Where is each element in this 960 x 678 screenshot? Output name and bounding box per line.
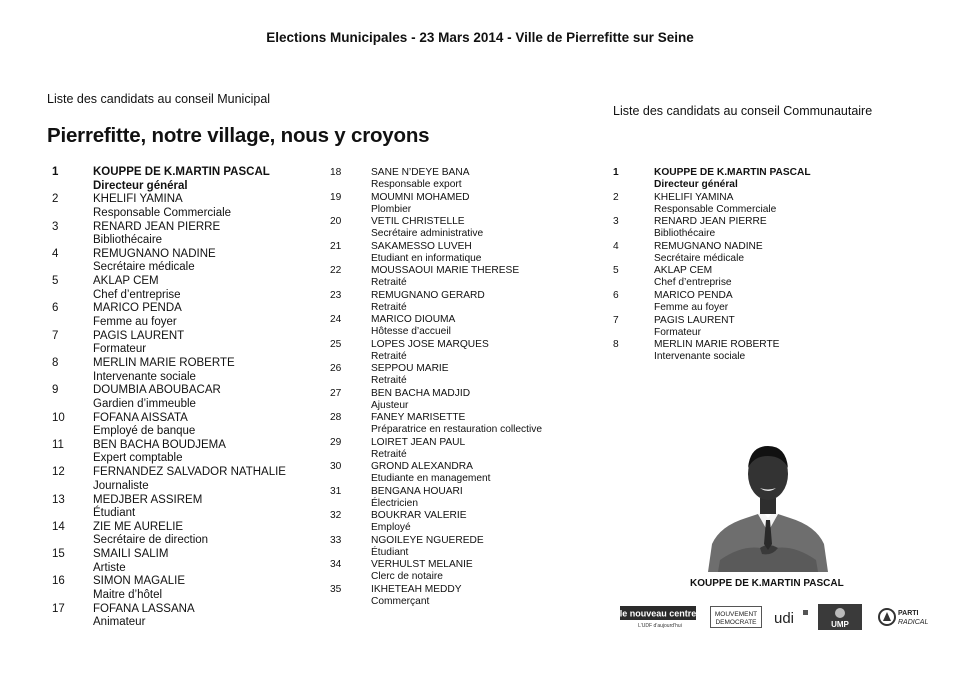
candidate-entry [330,584,590,609]
candidate-number: 6 [52,302,59,315]
candidate-name: REMUGNANO NADINE [93,247,216,260]
candidate-number: 7 [52,329,59,342]
candidate-number: 5 [52,275,59,288]
candidate-profession: Hôtesse d’accueil [371,326,451,337]
candidate-name: MERLIN MARIE ROBERTE [654,339,780,351]
candidate-profession: Chef d’entreprise [93,288,181,301]
candidate-entry [330,167,590,192]
candidate-entry [330,486,590,511]
candidate-number: 3 [613,216,619,228]
candidate-name: REMUGNANO GERARD [371,289,485,301]
candidate-entry [330,388,590,413]
candidate-name: KHELIFI YAMINA [93,193,183,206]
candidate-entry [52,548,322,575]
candidate-entry [330,216,590,241]
candidate-name: KOUPPE DE K.MARTIN PASCAL [93,166,270,178]
candidate-entry [613,290,893,315]
candidate-name: SIMON MAGALIE [93,575,186,588]
candidate-name: GROND ALEXANDRA [371,461,473,472]
udi-text: udi [774,610,795,627]
candidate-entry [613,241,893,266]
candidate-profession: Journaliste [93,479,149,492]
mouvement-democrate-logo [710,604,762,630]
nouveau-centre-subtext: L’UDF d’aujourd’hui [638,623,682,629]
candidate-photo [706,432,830,572]
candidate-entry [52,166,322,193]
candidate-number: 1 [52,166,59,178]
ump-logo [818,604,862,630]
candidate-number: 17 [52,602,65,615]
modem-text-2: DEMOCRATE [715,619,757,626]
candidate-number: 20 [330,216,342,227]
nouveau-centre-logo [620,604,696,630]
parti-radical-logo [878,604,928,630]
candidate-profession: Plombier [371,203,412,215]
candidate-number: 27 [330,387,342,399]
candidate-name: BENGANA HOUARI [371,485,463,497]
candidate-entry [52,330,322,357]
candidate-name: KHELIFI YAMINA [654,191,734,203]
candidate-profession: Responsable export [371,179,462,190]
candidate-profession: Retraité [371,375,407,386]
candidate-number: 8 [613,339,619,351]
candidate-name: BEN BACHA MADJID [371,387,471,399]
candidate-entry [613,315,893,340]
candidate-profession: Commerçant [371,595,430,607]
candidate-entry [52,275,322,302]
candidate-profession: Retraité [371,301,407,313]
candidate-profession: Animateur [93,616,146,629]
candidate-name: SANE N’DEYE BANA [371,167,470,178]
candidate-entry [330,339,590,364]
candidate-entry [330,412,590,437]
candidate-name: RENARD JEAN PIERRE [654,216,767,228]
municipal-column-1 [52,166,322,630]
candidate-entry [613,216,893,241]
candidate-number: 5 [613,265,619,277]
candidate-profession: Gardien d’immeuble [93,397,196,410]
candidate-name: REMUGNANO NADINE [654,240,763,252]
page-header: Elections Municipales - 23 Mars 2014 - Ville de Pierrefitte sur Seine [266,30,694,45]
list-title: Pierrefitte, notre village, nous y croyons [47,124,430,147]
candidate-name: IKHETEAH MEDDY [371,583,462,595]
nouveau-centre-text: le nouveau centre [620,608,696,619]
candidate-entry [330,461,590,486]
candidate-entry [52,521,322,548]
candidate-number: 34 [330,559,342,570]
candidate-profession: Femme au foyer [93,315,177,328]
candidate-name: BOUKRAR VALERIE [371,510,467,521]
candidate-name: AKLAP CEM [93,275,159,288]
candidate-number: 11 [52,438,64,451]
candidate-name: MOUSSAOUI MARIE THERESE [371,265,520,276]
candidate-number: 30 [330,461,342,472]
candidate-entry [52,575,322,602]
candidate-name: VERHULST MELANIE [371,559,473,570]
candidate-name: MARICO PENDA [654,289,733,301]
candidate-profession: Secrétaire administrative [371,228,484,239]
candidate-profession: Retraité [371,448,407,460]
candidate-profession: Secrétaire médicale [93,261,195,274]
candidate-profession: Bibliothécaire [654,228,716,240]
candidate-entry [330,241,590,266]
candidate-number: 6 [613,289,619,301]
candidate-name: MERLIN MARIE ROBERTE [93,357,235,370]
candidate-number: 35 [330,583,342,595]
candidate-entry [52,466,322,493]
candidate-entry [330,192,590,217]
neck [760,498,776,514]
candidate-name: FOFANA AISSATA [93,411,188,424]
candidate-number: 18 [330,167,342,178]
radical-text: RADICAL [898,619,928,626]
candidate-number: 9 [52,384,59,397]
candidate-profession: Etudiant en informatique [371,252,482,264]
candidate-number: 13 [52,493,65,506]
candidate-name: VETIL CHRISTELLE [371,216,465,227]
parti-text: PARTI [898,610,919,617]
udi-logo [772,604,810,630]
candidate-profession: Secrétaire de direction [93,534,209,547]
candidate-name: ZIE ME AURELIE [93,520,184,533]
candidate-profession: Employé [371,522,411,533]
candidate-entry [52,494,322,521]
candidate-profession: Responsable Commerciale [93,206,232,219]
candidate-name: SEPPOU MARIE [371,363,449,374]
candidate-profession: Clerc de notaire [371,571,443,582]
candidate-profession: Formateur [654,326,701,338]
candidate-number: 1 [613,167,619,178]
candidate-profession: Etudiante en management [371,473,491,484]
candidate-entry [613,167,893,192]
candidate-profession: Intervenante sociale [93,370,196,383]
candidate-entry [613,339,893,364]
modem-text-1: MOUVEMENT [714,611,758,618]
candidate-name: SMAILI SALIM [93,548,169,561]
candidate-number: 26 [330,363,342,374]
candidate-entry [52,248,322,275]
candidate-number: 19 [330,191,342,203]
candidate-entry [330,559,590,584]
candidate-entry [330,290,590,315]
communautaire-column [613,167,893,364]
candidate-number: 10 [52,411,65,424]
candidate-number: 4 [52,247,59,260]
candidate-profession: Artiste [93,561,126,574]
photo-caption: KOUPPE DE K.MARTIN PASCAL [690,578,844,589]
candidate-entry [52,412,322,439]
candidate-entry [330,510,590,535]
candidate-entry [330,314,590,339]
candidate-name: MEDJBER ASSIREM [93,493,203,506]
candidate-name: LOPES JOSE MARQUES [371,338,489,350]
candidate-name: FERNANDEZ SALVADOR NATHALIE [93,466,286,479]
candidate-number: 14 [52,520,65,533]
candidate-name: AKLAP CEM [654,265,713,277]
candidate-profession: Directeur général [654,179,738,190]
candidate-name: PAGIS LAURENT [654,314,735,326]
candidate-number: 8 [52,357,59,370]
candidate-number: 31 [330,485,342,497]
candidate-number: 23 [330,289,342,301]
candidate-entry [52,221,322,248]
candidate-profession: Retraité [371,350,407,362]
candidate-name: MARICO PENDA [93,302,182,315]
candidate-number: 29 [330,436,342,448]
candidate-number: 21 [330,240,342,252]
candidate-number: 28 [330,412,342,423]
candidate-profession: Électricien [371,497,418,509]
candidate-profession: Retraité [371,277,407,288]
candidate-number: 2 [52,193,59,206]
candidate-profession: Secrétaire médicale [654,252,745,264]
candidate-entry [330,535,590,560]
candidate-profession: Formateur [93,343,147,356]
candidate-name: SAKAMESSO LUVEH [371,240,472,252]
candidate-name: FOFANA LASSANA [93,602,195,615]
candidate-profession: Bibliothécaire [93,234,163,247]
candidate-number: 12 [52,466,65,479]
candidate-entry [52,603,322,630]
candidate-profession: Étudiant [93,507,136,520]
candidate-name: PAGIS LAURENT [93,329,185,342]
candidate-number: 25 [330,338,342,350]
candidate-number: 4 [613,240,619,252]
candidate-profession: Ajusteur [371,399,409,411]
candidate-name: KOUPPE DE K.MARTIN PASCAL [654,167,811,178]
candidate-entry [613,265,893,290]
candidate-number: 2 [613,191,619,203]
communautaire-list-label: Liste des candidats au conseil Communautaire [613,104,873,118]
candidate-number: 15 [52,548,65,561]
candidate-entry [613,192,893,217]
candidate-profession: Directeur général [93,179,188,192]
candidate-number: 33 [330,534,342,546]
candidate-number: 7 [613,314,619,326]
candidate-entry [52,193,322,220]
candidate-profession: Maitre d’hôtel [93,588,163,601]
candidate-name: MARICO DIOUMA [371,314,456,325]
candidate-number: 24 [330,314,342,325]
candidate-number: 16 [52,575,65,588]
candidate-profession: Responsable Commerciale [654,203,777,215]
candidate-profession: Étudiant [371,546,409,558]
municipal-list-label: Liste des candidats au conseil Municipal [47,92,271,106]
candidate-entry [52,439,322,466]
candidate-name: LOIRET JEAN PAUL [371,436,466,448]
candidate-name: FANEY MARISETTE [371,412,466,423]
candidate-name: DOUMBIA ABOUBACAR [93,384,221,397]
candidate-profession: Femme au foyer [654,301,729,313]
municipal-column-2 [330,167,590,608]
candidate-number: 3 [52,220,59,233]
candidate-profession: Chef d’entreprise [654,277,732,289]
candidate-name: NGOILEYE NGUEREDE [371,534,484,546]
candidate-entry [330,363,590,388]
candidate-name: RENARD JEAN PIERRE [93,220,221,233]
candidate-name: MOUMNI MOHAMED [371,191,470,203]
candidate-name: BEN BACHA BOUDJEMA [93,438,226,451]
candidate-number: 32 [330,510,342,521]
ump-text: UMP [831,620,849,629]
candidate-profession: Expert comptable [93,452,183,465]
candidate-entry [330,265,590,290]
candidate-entry [52,357,322,384]
candidate-profession: Employé de banque [93,425,196,438]
candidate-number: 22 [330,265,342,276]
candidate-profession: Intervenante sociale [654,351,746,363]
candidate-entry [52,302,322,329]
candidate-profession: Préparatrice en restauration collective [371,424,543,435]
candidate-entry [330,437,590,462]
candidate-entry [52,384,322,411]
